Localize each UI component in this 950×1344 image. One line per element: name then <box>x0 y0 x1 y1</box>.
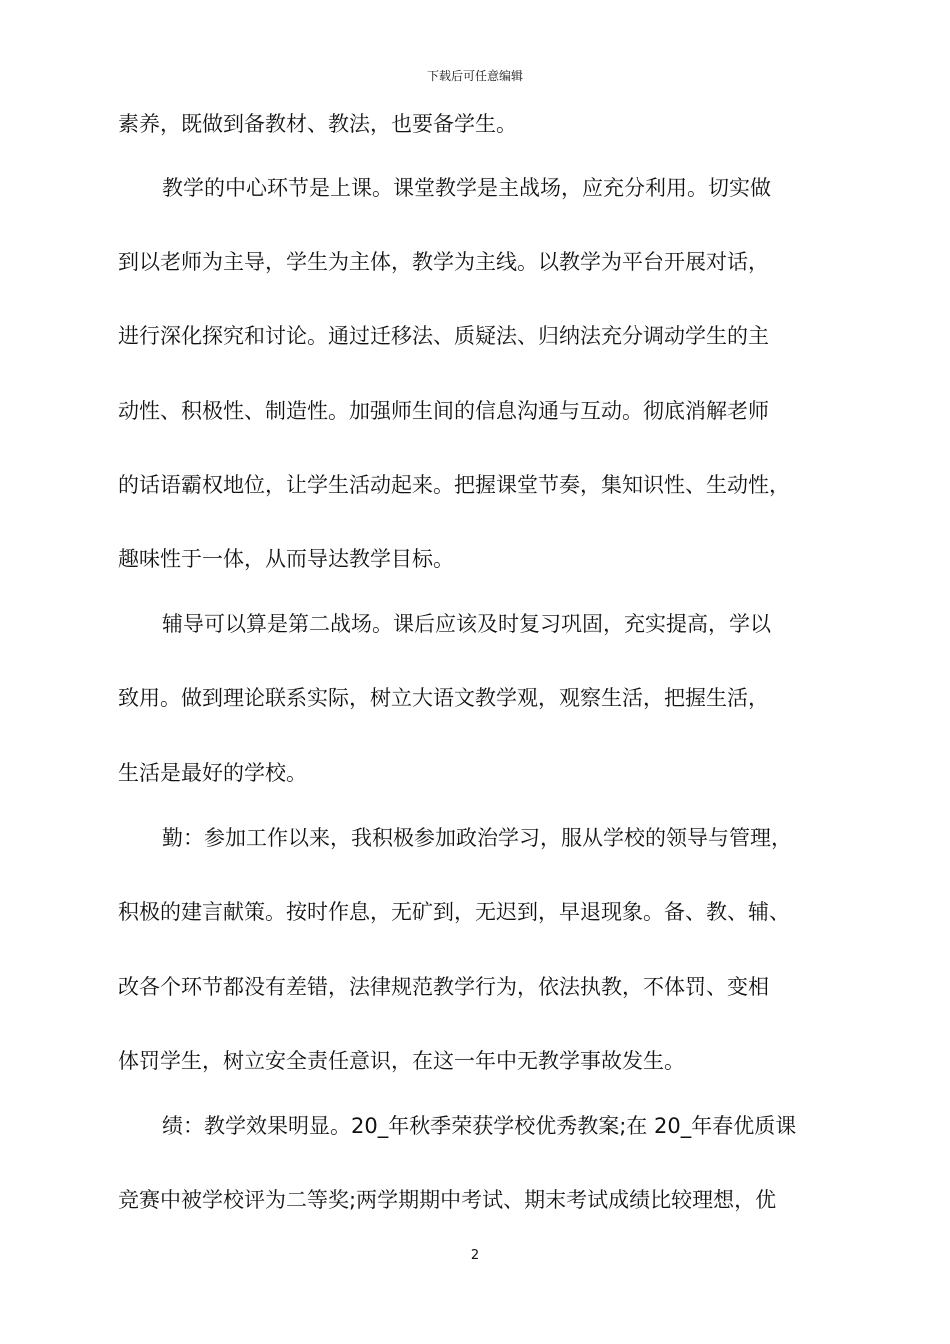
text-line: 竞赛中被学校评为二等奖;两学期期中考试、期末考试成绩比较理想，优 <box>118 1188 777 1212</box>
text-line: 到以老师为主导，学生为主体，教学为主线。以教学为平台开展对话， <box>118 250 769 274</box>
text-line: 的话语霸权地位，让学生活动起来。把握课堂节奏，集知识性、生动性， <box>118 473 790 497</box>
text-line: 改各个环节都没有差错，法律规范教学行为，依法执教，不体罚、变相 <box>118 975 769 999</box>
paragraph-first-line: 教学的中心环节是上课。课堂教学是主战场，应充分利用。切实做 <box>162 176 771 200</box>
text-line: 致用。做到理论联系实际，树立大语文教学观，观察生活，把握生活， <box>118 686 769 710</box>
text-line: 动性、积极性、制造性。加强师生间的信息沟通与互动。彻底消解老师 <box>118 399 769 423</box>
page-number: 2 <box>470 1248 480 1263</box>
page-header: 下载后可任意编辑 <box>426 69 523 83</box>
text-line: 素养，既做到备教材、教法，也要备学生。 <box>118 112 517 136</box>
text-line: 进行深化探究和讨论。通过迁移法、质疑法、归纳法充分调动学生的主 <box>118 324 769 348</box>
text-line: 趣味性于一体，从而导达教学目标。 <box>118 547 454 571</box>
paragraph-first-line: 绩：教学效果明显。20_年秋季荣获学校优秀教案;在 20_年春优质课 <box>162 1114 797 1138</box>
text-line: 体罚学生，树立安全责任意识，在这一年中无教学事故发生。 <box>118 1049 685 1073</box>
paragraph-first-line: 勤：参加工作以来，我积极参加政治学习，服从学校的领导与管理， <box>162 826 792 850</box>
paragraph-first-line: 辅导可以算是第二战场。课后应该及时复习巩固，充实提高，学以 <box>162 612 771 636</box>
text-line: 生活是最好的学校。 <box>118 761 307 785</box>
text-line: 积极的建言献策。按时作息，无矿到，无迟到，早退现象。备、教、辅、 <box>118 900 790 924</box>
